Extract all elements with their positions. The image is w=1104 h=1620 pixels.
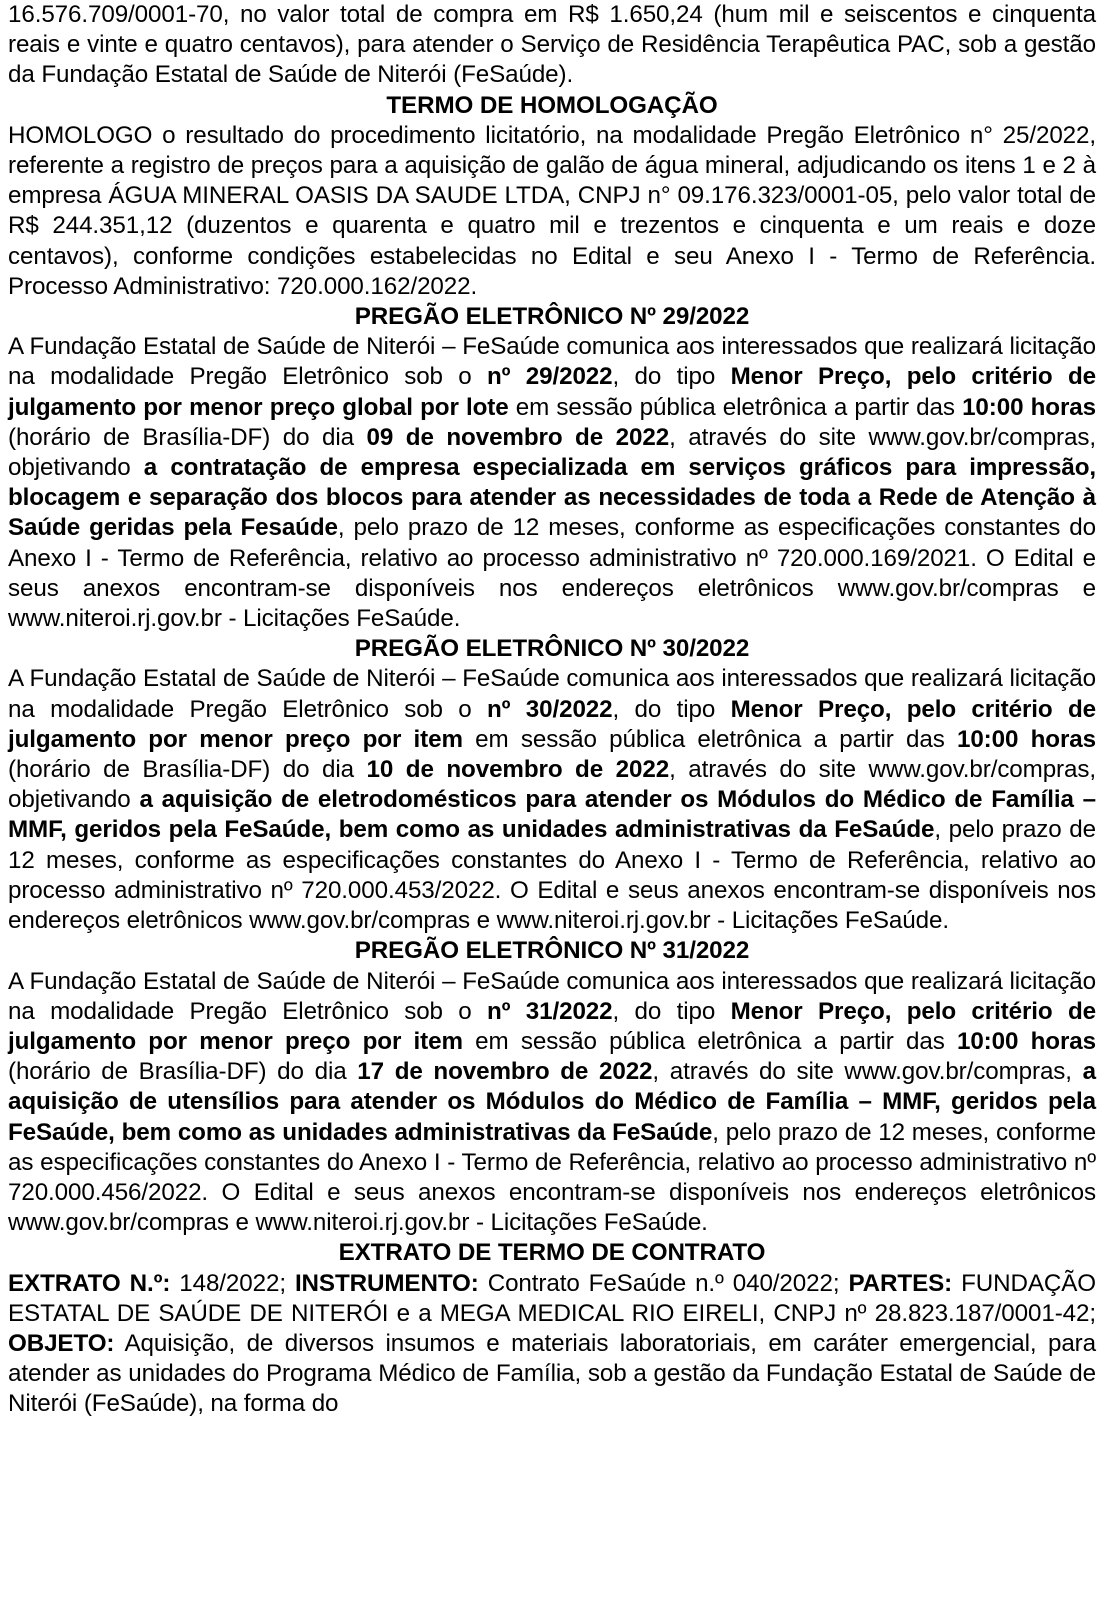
homologacao-paragraph: HOMOLOGO o resultado do procedimento licitatório, na modalidade Pregão Eletrônico n° 25/2022, referente a registro de preços para a aquisição de galão de água mineral, adjudicando os itens 1 e 2 à empresa ÁGUA MINERAL OASIS DA SAUDE LTDA, CNPJ n° 09.176.323/0001-05, pelo valor total de R$ 244.351,12 (duzentos e quarenta e quatro mil e trezentos e cinquenta e um reais e doze centavos), conforme condições estabelecidas no Edital e seu Anexo I - Termo de Referência. Processo Administrativo: 720.000.162/2022. (8, 121, 1096, 300)
intro-paragraph: 16.576.709/0001-70, no valor total de compra em R$ 1.650,24 (hum mil e seiscentos e cinquenta reais e vinte e quatro centavos), para atender o Serviço de Residência Terapêutica PAC, sob a gestão da Fundação Estatal de Saúde de Niterói (FeSaúde). (8, 1, 1096, 89)
pregao-29-paragraph: A Fundação Estatal de Saúde de Niterói – FeSaúde comunica aos interessados que realizará licitação na modalidade Pregão Eletrônico sob o nº 29/2022, do tipo Menor Preço, pelo critério de julgamento por menor preço global por lote em sessão pública eletrônica a partir das 10:00 horas (horário de Brasília-DF) do dia 09 de novembro de 2022, através do site www.gov.br/compras, objetivando a contratação de empresa especializada em serviços gráficos para impressão, blocagem e separação dos blocos para atender as necessidades de toda a Rede de Atenção à Saúde geridas pela Fesaúde, pelo prazo de 12 meses, conforme as especificações constantes do Anexo I - Termo de Referência, relativo ao processo administrativo nº 720.000.169/2021. O Edital e seus anexos encontram-se disponíveis nos endereços eletrônicos www.gov.br/compras e www.niteroi.rj.gov.br - Licitações FeSaúde. (8, 333, 1096, 633)
pregao-30-heading: PREGÃO ELETRÔNICO Nº 30/2022 (354, 635, 750, 663)
pregao-31-heading: PREGÃO ELETRÔNICO Nº 31/2022 (354, 937, 750, 965)
extrato-heading: EXTRATO DE TERMO DE CONTRATO (338, 1239, 766, 1267)
pregao-30-paragraph: A Fundação Estatal de Saúde de Niterói – FeSaúde comunica aos interessados que realizará licitação na modalidade Pregão Eletrônico sob o nº 30/2022, do tipo Menor Preço, pelo critério de julgamento por menor preço por item em sessão pública eletrônica a partir das 10:00 horas (horário de Brasília-DF) do dia 10 de novembro de 2022, através do site www.gov.br/compras, objetivando a aquisição de eletrodomésticos para atender os Módulos do Médico de Família – MMF, geridos pela FeSaúde, bem como as unidades administrativas da FeSaúde, pelo prazo de 12 meses, conforme as especificações constantes do Anexo I - Termo de Referência, relativo ao processo administrativo nº 720.000.453/2022. O Edital e seus anexos encontram-se disponíveis nos endereços eletrônicos www.gov.br/compras e www.niteroi.rj.gov.br - Licitações FeSaúde. (8, 665, 1096, 935)
document-page (8, 0, 1096, 1420)
pregao-31-paragraph: A Fundação Estatal de Saúde de Niterói – FeSaúde comunica aos interessados que realizará licitação na modalidade Pregão Eletrônico sob o nº 31/2022, do tipo Menor Preço, pelo critério de julgamento por menor preço por item em sessão pública eletrônica a partir das 10:00 horas (horário de Brasília-DF) do dia 17 de novembro de 2022, através do site www.gov.br/compras, a aquisição de utensílios para atender os Módulos do Médico de Família – MMF, geridos pela FeSaúde, bem como as unidades administrativas da FeSaúde, pelo prazo de 12 meses, conforme as especificações constantes do Anexo I - Termo de Referência, relativo ao processo administrativo nº 720.000.456/2022. O Edital e seus anexos encontram-se disponíveis nos endereços eletrônicos www.gov.br/compras e www.niteroi.rj.gov.br - Licitações FeSaúde. (8, 967, 1096, 1237)
homologacao-heading: TERMO DE HOMOLOGAÇÃO (386, 91, 718, 119)
pregao-29-heading: PREGÃO ELETRÔNICO Nº 29/2022 (354, 303, 750, 331)
extrato-paragraph: EXTRATO N.º: 148/2022; INSTRUMENTO: Contrato FeSaúde n.º 040/2022; PARTES: FUNDAÇÃO ESTATAL DE SAÚDE DE NITERÓI e a MEGA MEDICAL RIO EIRELI, CNPJ nº 28.823.187/0001-42; OBJETO: Aquisição, de diversos insumos e materiais laboratoriais, em caráter emergencial, para atender as unidades do Programa Médico de Família, sob a gestão da Fundação Estatal de Saúde de Niterói (FeSaúde), na forma do (8, 1269, 1097, 1418)
